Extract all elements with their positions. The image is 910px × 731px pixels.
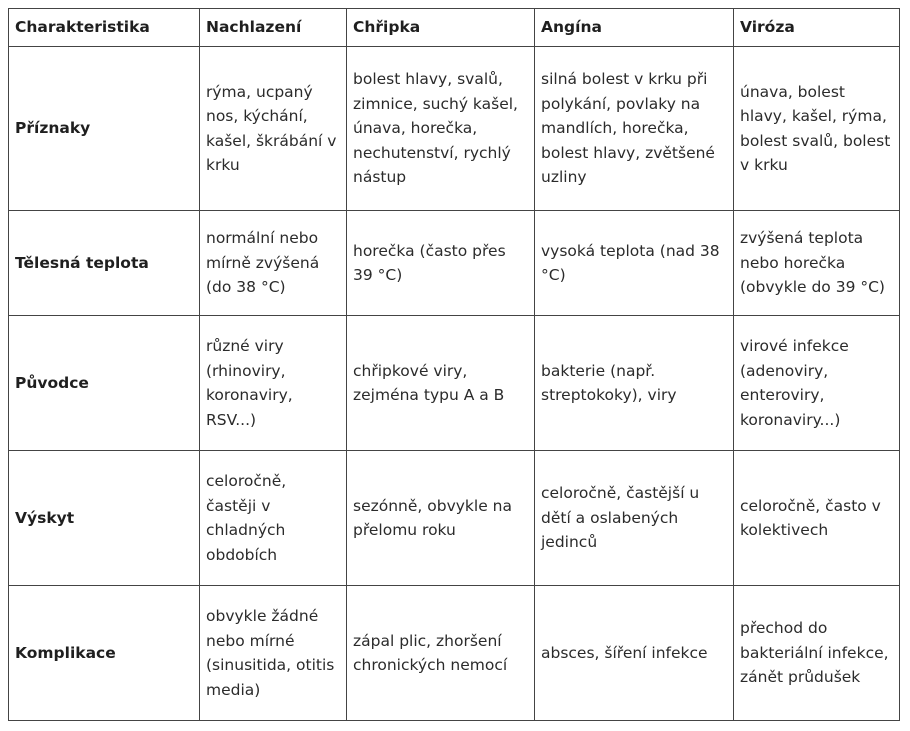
header-cell-nachlazeni: Nachlazení xyxy=(200,9,347,47)
table-cell: celoročně, často v kolektivech xyxy=(734,451,900,586)
table-cell: obvykle žádné nebo mírné (sinusitida, otitis media) xyxy=(200,586,347,721)
row-label-vyskyt: Výskyt xyxy=(9,451,200,586)
table-cell: různé viry (rhinoviry, koronaviry, RSV...) xyxy=(200,316,347,451)
table-cell: virové infekce (adenoviry, enteroviry, koronaviry...) xyxy=(734,316,900,451)
row-label-priznaky: Příznaky xyxy=(9,47,200,211)
comparison-table xyxy=(8,8,900,721)
row-label-telesna-teplota: Tělesná teplota xyxy=(9,211,200,316)
table-row xyxy=(9,586,900,721)
table-cell: absces, šíření infekce xyxy=(535,586,734,721)
header-cell-viroza: Viróza xyxy=(734,9,900,47)
table-cell: rýma, ucpaný nos, kýchání, kašel, škrábání v krku xyxy=(200,47,347,211)
table-cell: bolest hlavy, svalů, zimnice, suchý kašel, únava, horečka, nechutenství, rychlý nástup xyxy=(347,47,535,211)
header-cell-charakteristika: Charakteristika xyxy=(9,9,200,47)
table-row xyxy=(9,451,900,586)
table-row xyxy=(9,211,900,316)
table-cell: zápal plic, zhoršení chronických nemocí xyxy=(347,586,535,721)
table-row xyxy=(9,47,900,211)
header-cell-angina: Angína xyxy=(535,9,734,47)
table-cell: zvýšená teplota nebo horečka (obvykle do 39 °C) xyxy=(734,211,900,316)
table-cell: chřipkové viry, zejména typu A a B xyxy=(347,316,535,451)
table-cell: silná bolest v krku při polykání, povlaky na mandlích, horečka, bolest hlavy, zvětšené uzliny xyxy=(535,47,734,211)
table-cell: celoročně, častěji v chladných obdobích xyxy=(200,451,347,586)
row-label-puvodce: Původce xyxy=(9,316,200,451)
table-cell: přechod do bakteriální infekce, zánět průdušek xyxy=(734,586,900,721)
table-cell: celoročně, častější u dětí a oslabených jedinců xyxy=(535,451,734,586)
row-label-komplikace: Komplikace xyxy=(9,586,200,721)
header-row xyxy=(9,9,900,47)
table-cell: horečka (často přes 39 °C) xyxy=(347,211,535,316)
table-cell: normální nebo mírně zvýšená (do 38 °C) xyxy=(200,211,347,316)
table-row xyxy=(9,316,900,451)
table-cell: vysoká teplota (nad 38 °C) xyxy=(535,211,734,316)
table-cell: únava, bolest hlavy, kašel, rýma, bolest svalů, bolest v krku xyxy=(734,47,900,211)
header-cell-chripka: Chřipka xyxy=(347,9,535,47)
table-cell: bakterie (např. streptokoky), viry xyxy=(535,316,734,451)
table-cell: sezónně, obvykle na přelomu roku xyxy=(347,451,535,586)
